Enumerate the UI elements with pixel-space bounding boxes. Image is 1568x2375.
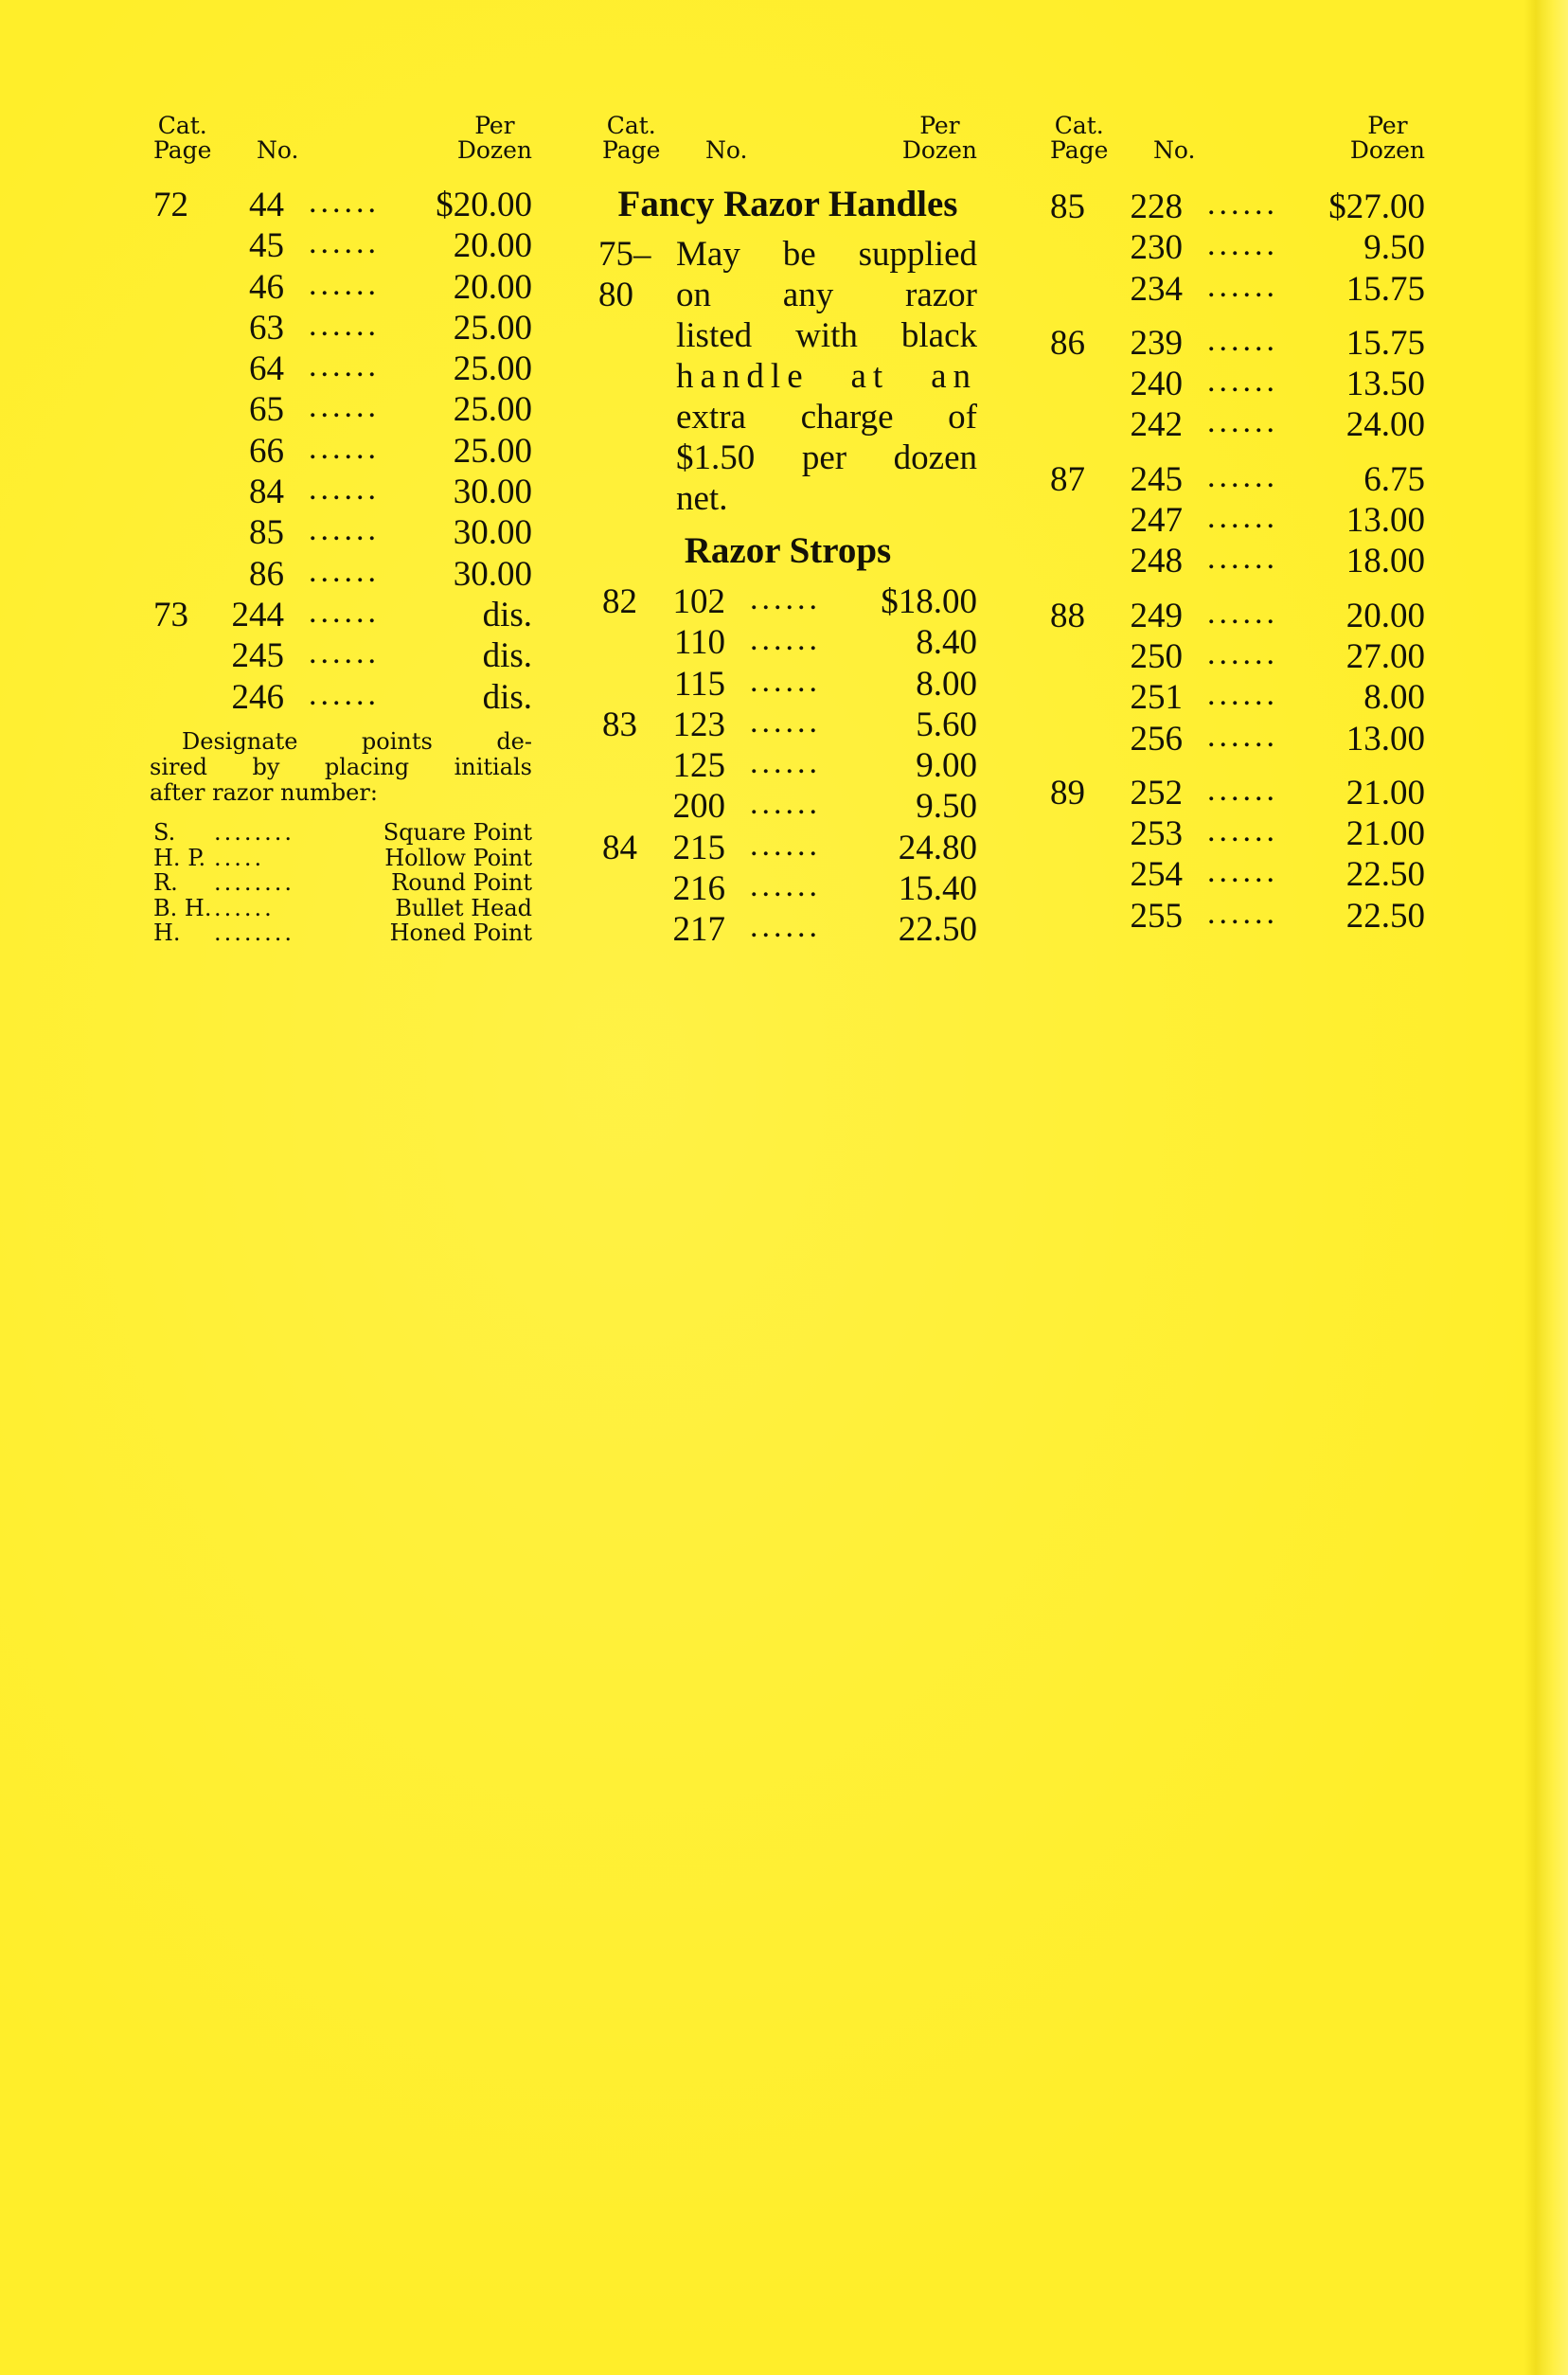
price-per-dozen: 25.00 — [453, 390, 532, 430]
price-row — [1046, 677, 1425, 718]
price-row — [1046, 404, 1425, 445]
price-row — [1046, 269, 1425, 310]
price-per-dozen: 13.00 — [1345, 719, 1425, 759]
item-number: 65 — [249, 390, 284, 430]
price-row — [598, 786, 977, 827]
price-per-dozen: 22.50 — [1345, 896, 1425, 936]
item-number: 216 — [672, 869, 725, 909]
price-row — [150, 635, 532, 676]
price-per-dozen: 25.00 — [453, 349, 532, 389]
price-row — [598, 581, 977, 622]
leader-dots: ...... — [1207, 541, 1278, 577]
item-number: 242 — [1130, 405, 1183, 445]
leader-dots: ...... — [309, 430, 380, 466]
leader-dots: ...... — [309, 307, 380, 343]
price-per-dozen: 30.00 — [453, 473, 532, 512]
item-number: 44 — [249, 186, 284, 224]
per-dozen-header — [1350, 114, 1425, 163]
item-number: 250 — [1130, 636, 1183, 676]
price-row — [598, 664, 977, 705]
leader-dots: ...... — [309, 472, 380, 508]
per-label: Per — [1367, 112, 1408, 139]
leader-dots: ...... — [750, 622, 821, 658]
price-row — [1046, 596, 1425, 636]
point-key-row — [150, 896, 532, 921]
leader-dots: ...... — [214, 894, 275, 921]
price-row — [150, 389, 532, 430]
leader-dots: ...... — [309, 676, 380, 712]
item-number: 115 — [673, 664, 725, 704]
item-number: 240 — [1130, 365, 1183, 404]
price-per-dozen: 24.80 — [898, 828, 977, 867]
point-name: Round Point — [391, 869, 532, 896]
leader-dots: ...... — [1207, 268, 1278, 304]
handles-text-line: handle at an — [676, 357, 977, 396]
leader-dots: ...... — [750, 827, 821, 863]
item-number: 110 — [673, 623, 725, 663]
leader-dots: ...... — [1207, 854, 1278, 890]
item-number: 230 — [1130, 228, 1183, 268]
per-label: Per — [919, 112, 960, 139]
page-label: Page — [602, 136, 661, 164]
price-group — [1046, 596, 1425, 759]
note-line: Designate points de- — [182, 728, 532, 755]
leader-dots: ...... — [750, 745, 821, 781]
price-row — [1046, 719, 1425, 759]
per-dozen-header — [902, 114, 977, 163]
cat-page-number: 87 — [1050, 459, 1085, 499]
price-per-dozen: 20.00 — [453, 226, 532, 266]
price-per-dozen: 13.00 — [1345, 501, 1425, 541]
price-row — [1046, 187, 1425, 227]
point-name: Honed Point — [389, 920, 532, 946]
cat-page-number: 82 — [602, 582, 637, 621]
leader-dots: ...... — [1207, 677, 1278, 713]
price-per-dozen: 8.40 — [916, 623, 977, 663]
price-per-dozen: 25.00 — [453, 308, 532, 348]
leader-dots: ...... — [1207, 187, 1278, 222]
item-number: 239 — [1130, 323, 1183, 363]
item-number: 66 — [249, 431, 284, 471]
point-name: Bullet Head — [395, 894, 532, 921]
leader-dots: ..... — [214, 844, 265, 871]
item-number: 252 — [1130, 773, 1183, 812]
item-number: 245 — [231, 636, 284, 676]
price-per-dozen: 18.00 — [1345, 542, 1425, 581]
leader-dots: ...... — [309, 266, 380, 302]
item-number: 228 — [1130, 188, 1183, 226]
price-group — [1046, 187, 1425, 310]
point-key-row — [150, 870, 532, 896]
handles-text-line: May be supplied — [676, 235, 977, 274]
leader-dots: ...... — [750, 868, 821, 904]
price-row — [150, 308, 532, 348]
price-row-groups — [1046, 187, 1425, 937]
price-per-dozen: 15.75 — [1345, 323, 1425, 363]
razor-strops-title: Razor Strops — [684, 530, 892, 571]
strop-price-rows — [598, 581, 977, 951]
price-row — [1046, 323, 1425, 364]
leader-dots: ...... — [1207, 635, 1278, 671]
price-per-dozen: 9.50 — [916, 787, 977, 827]
price-row — [1046, 896, 1425, 937]
note-line: after razor number: — [150, 779, 378, 806]
cat-page-number: 85 — [1050, 188, 1085, 226]
leader-dots: ...... — [1207, 404, 1278, 440]
price-row — [150, 348, 532, 389]
leader-dots: ...... — [1207, 595, 1278, 631]
leader-dots: ........ — [214, 920, 295, 946]
column-header — [1046, 114, 1425, 170]
cat-page-number: 88 — [1050, 596, 1085, 635]
price-row — [150, 267, 532, 308]
leader-dots: ...... — [750, 663, 821, 699]
page-label: Page — [153, 136, 212, 164]
price-row — [1046, 636, 1425, 677]
price-row — [598, 909, 977, 950]
dozen-label: Dozen — [901, 136, 977, 164]
item-number: 254 — [1130, 855, 1183, 895]
price-group — [1046, 459, 1425, 582]
price-per-dozen: 9.00 — [916, 746, 977, 786]
item-number: 123 — [672, 705, 725, 744]
item-number: 45 — [249, 226, 284, 266]
price-row — [150, 595, 532, 635]
per-label: Per — [474, 112, 515, 139]
leader-dots: ...... — [309, 512, 380, 548]
cat-label: Cat. — [606, 112, 656, 139]
price-row — [598, 868, 977, 909]
item-number: 84 — [249, 473, 284, 512]
cat-page-header — [602, 114, 660, 163]
note-line: sired by placing initials — [150, 754, 532, 780]
point-abbreviation: S. — [153, 819, 176, 846]
handles-cat-page: 75– — [598, 235, 651, 274]
price-row — [150, 512, 532, 553]
price-per-dozen: 8.00 — [1363, 678, 1425, 718]
price-per-dozen: 9.50 — [1363, 228, 1425, 268]
item-number: 245 — [1130, 459, 1183, 499]
item-number: 63 — [249, 308, 284, 348]
item-number: 248 — [1130, 542, 1183, 581]
item-number: 217 — [672, 910, 725, 950]
item-number: 251 — [1130, 678, 1183, 718]
price-per-dozen: 6.75 — [1363, 459, 1425, 499]
item-number: 256 — [1130, 719, 1183, 759]
cat-page-header — [1050, 114, 1108, 163]
point-abbreviation: H. — [153, 920, 181, 946]
leader-dots: ...... — [309, 225, 380, 261]
handles-text-line: listed with black — [676, 316, 977, 355]
point-abbreviation: H. P. — [153, 844, 206, 871]
price-row — [598, 705, 977, 745]
price-per-dozen: 22.50 — [898, 910, 977, 950]
price-row — [150, 554, 532, 595]
leader-dots: ...... — [309, 635, 380, 671]
price-row — [598, 622, 977, 663]
price-per-dozen: $27.00 — [1328, 188, 1425, 226]
price-per-dozen: dis. — [482, 677, 532, 717]
no-header: No. — [257, 136, 299, 164]
razor-price-rows — [150, 185, 532, 718]
point-abbreviation: R. — [153, 869, 178, 896]
designate-points-note — [150, 729, 532, 806]
handles-text-line: net. — [676, 479, 728, 518]
cat-page-number: 72 — [153, 186, 188, 224]
item-number: 85 — [249, 513, 284, 553]
price-per-dozen: 30.00 — [453, 554, 532, 594]
handles-text-line: extra charge of — [676, 398, 977, 437]
price-per-dozen: 21.00 — [1345, 773, 1425, 812]
price-row — [598, 828, 977, 868]
item-number: 200 — [672, 787, 725, 827]
leader-dots: ...... — [1207, 813, 1278, 849]
item-number: 249 — [1130, 596, 1183, 635]
price-per-dozen: 21.00 — [1345, 814, 1425, 854]
leader-dots: ...... — [750, 704, 821, 740]
price-row — [150, 472, 532, 512]
point-name: Hollow Point — [384, 844, 532, 871]
price-per-dozen: 24.00 — [1345, 405, 1425, 445]
price-row — [1046, 500, 1425, 541]
price-row — [1046, 227, 1425, 268]
leader-dots: ...... — [1207, 772, 1278, 808]
item-number: 46 — [249, 267, 284, 307]
price-per-dozen: dis. — [482, 595, 532, 634]
handles-text-line: $1.50 per dozen — [676, 438, 977, 477]
point-key-row — [150, 846, 532, 871]
dozen-label: Dozen — [456, 136, 532, 164]
leader-dots: ...... — [1207, 322, 1278, 358]
price-row — [150, 225, 532, 266]
item-number: 86 — [249, 554, 284, 594]
price-row — [1046, 459, 1425, 500]
item-number: 102 — [672, 582, 725, 621]
cat-label: Cat. — [157, 112, 207, 139]
handles-cat-page: 80 — [598, 276, 633, 314]
cat-page-number: 86 — [1050, 323, 1085, 363]
price-row — [150, 677, 532, 718]
leader-dots: ...... — [750, 581, 821, 616]
price-per-dozen: 30.00 — [453, 513, 532, 553]
dozen-label: Dozen — [1349, 136, 1425, 164]
item-number: 255 — [1130, 896, 1183, 936]
item-number: 246 — [231, 677, 284, 717]
price-row — [598, 745, 977, 786]
price-row — [1046, 364, 1425, 404]
column-header — [150, 114, 532, 170]
cat-page-header — [153, 114, 211, 163]
leader-dots: ...... — [1207, 227, 1278, 263]
fancy-razor-handles-title: Fancy Razor Handles — [617, 184, 958, 224]
leader-dots: ...... — [1207, 458, 1278, 494]
price-per-dozen: 5.60 — [916, 705, 977, 744]
price-row — [1046, 813, 1425, 854]
cat-page-number: 89 — [1050, 773, 1085, 812]
price-row — [1046, 773, 1425, 813]
price-per-dozen: 22.50 — [1345, 855, 1425, 895]
leader-dots: ...... — [1207, 364, 1278, 400]
leader-dots: ...... — [309, 389, 380, 425]
page-label: Page — [1050, 136, 1109, 164]
price-row — [150, 431, 532, 472]
leader-dots: ...... — [309, 594, 380, 630]
leader-dots: ...... — [1207, 895, 1278, 931]
price-row — [150, 185, 532, 225]
leader-dots: ...... — [309, 553, 380, 589]
price-per-dozen: 13.50 — [1345, 365, 1425, 404]
price-per-dozen: 15.40 — [898, 869, 977, 909]
item-number: 247 — [1130, 501, 1183, 541]
price-row — [1046, 854, 1425, 895]
point-name: Square Point — [383, 819, 532, 846]
cat-label: Cat. — [1054, 112, 1104, 139]
price-per-dozen: 25.00 — [453, 431, 532, 471]
price-per-dozen: 20.00 — [453, 267, 532, 307]
price-row — [1046, 541, 1425, 581]
point-abbreviation: B. H. — [153, 894, 212, 921]
cat-page-number: 73 — [153, 595, 188, 634]
item-number: 244 — [231, 595, 284, 634]
item-number: 253 — [1130, 814, 1183, 854]
price-group — [1046, 323, 1425, 446]
price-per-dozen: 15.75 — [1345, 269, 1425, 309]
point-key-list — [150, 820, 532, 946]
per-dozen-header — [457, 114, 532, 163]
leader-dots: ........ — [214, 819, 295, 846]
leader-dots: ...... — [750, 909, 821, 945]
column-header — [598, 114, 977, 170]
handles-text-line: on any razor — [676, 276, 977, 314]
price-per-dozen: $18.00 — [881, 582, 977, 621]
price-per-dozen: dis. — [482, 636, 532, 676]
item-number: 234 — [1130, 269, 1183, 309]
no-header: No. — [705, 136, 748, 164]
leader-dots: ...... — [309, 348, 380, 384]
point-key-row — [150, 920, 532, 946]
leader-dots: ...... — [1207, 718, 1278, 754]
price-per-dozen: 8.00 — [916, 664, 977, 704]
leader-dots: ........ — [214, 869, 295, 896]
price-per-dozen: 20.00 — [1345, 596, 1425, 635]
item-number: 215 — [672, 828, 725, 867]
price-group — [1046, 773, 1425, 937]
point-key-row — [150, 820, 532, 846]
price-per-dozen: $20.00 — [436, 186, 532, 224]
leader-dots: ...... — [750, 786, 821, 822]
no-header: No. — [1153, 136, 1196, 164]
price-per-dozen: 27.00 — [1345, 636, 1425, 676]
leader-dots: ...... — [1207, 500, 1278, 536]
cat-page-number: 84 — [602, 828, 637, 867]
item-number: 64 — [249, 349, 284, 389]
leader-dots: ...... — [309, 185, 380, 220]
cat-page-number: 83 — [602, 705, 637, 744]
item-number: 125 — [672, 746, 725, 786]
